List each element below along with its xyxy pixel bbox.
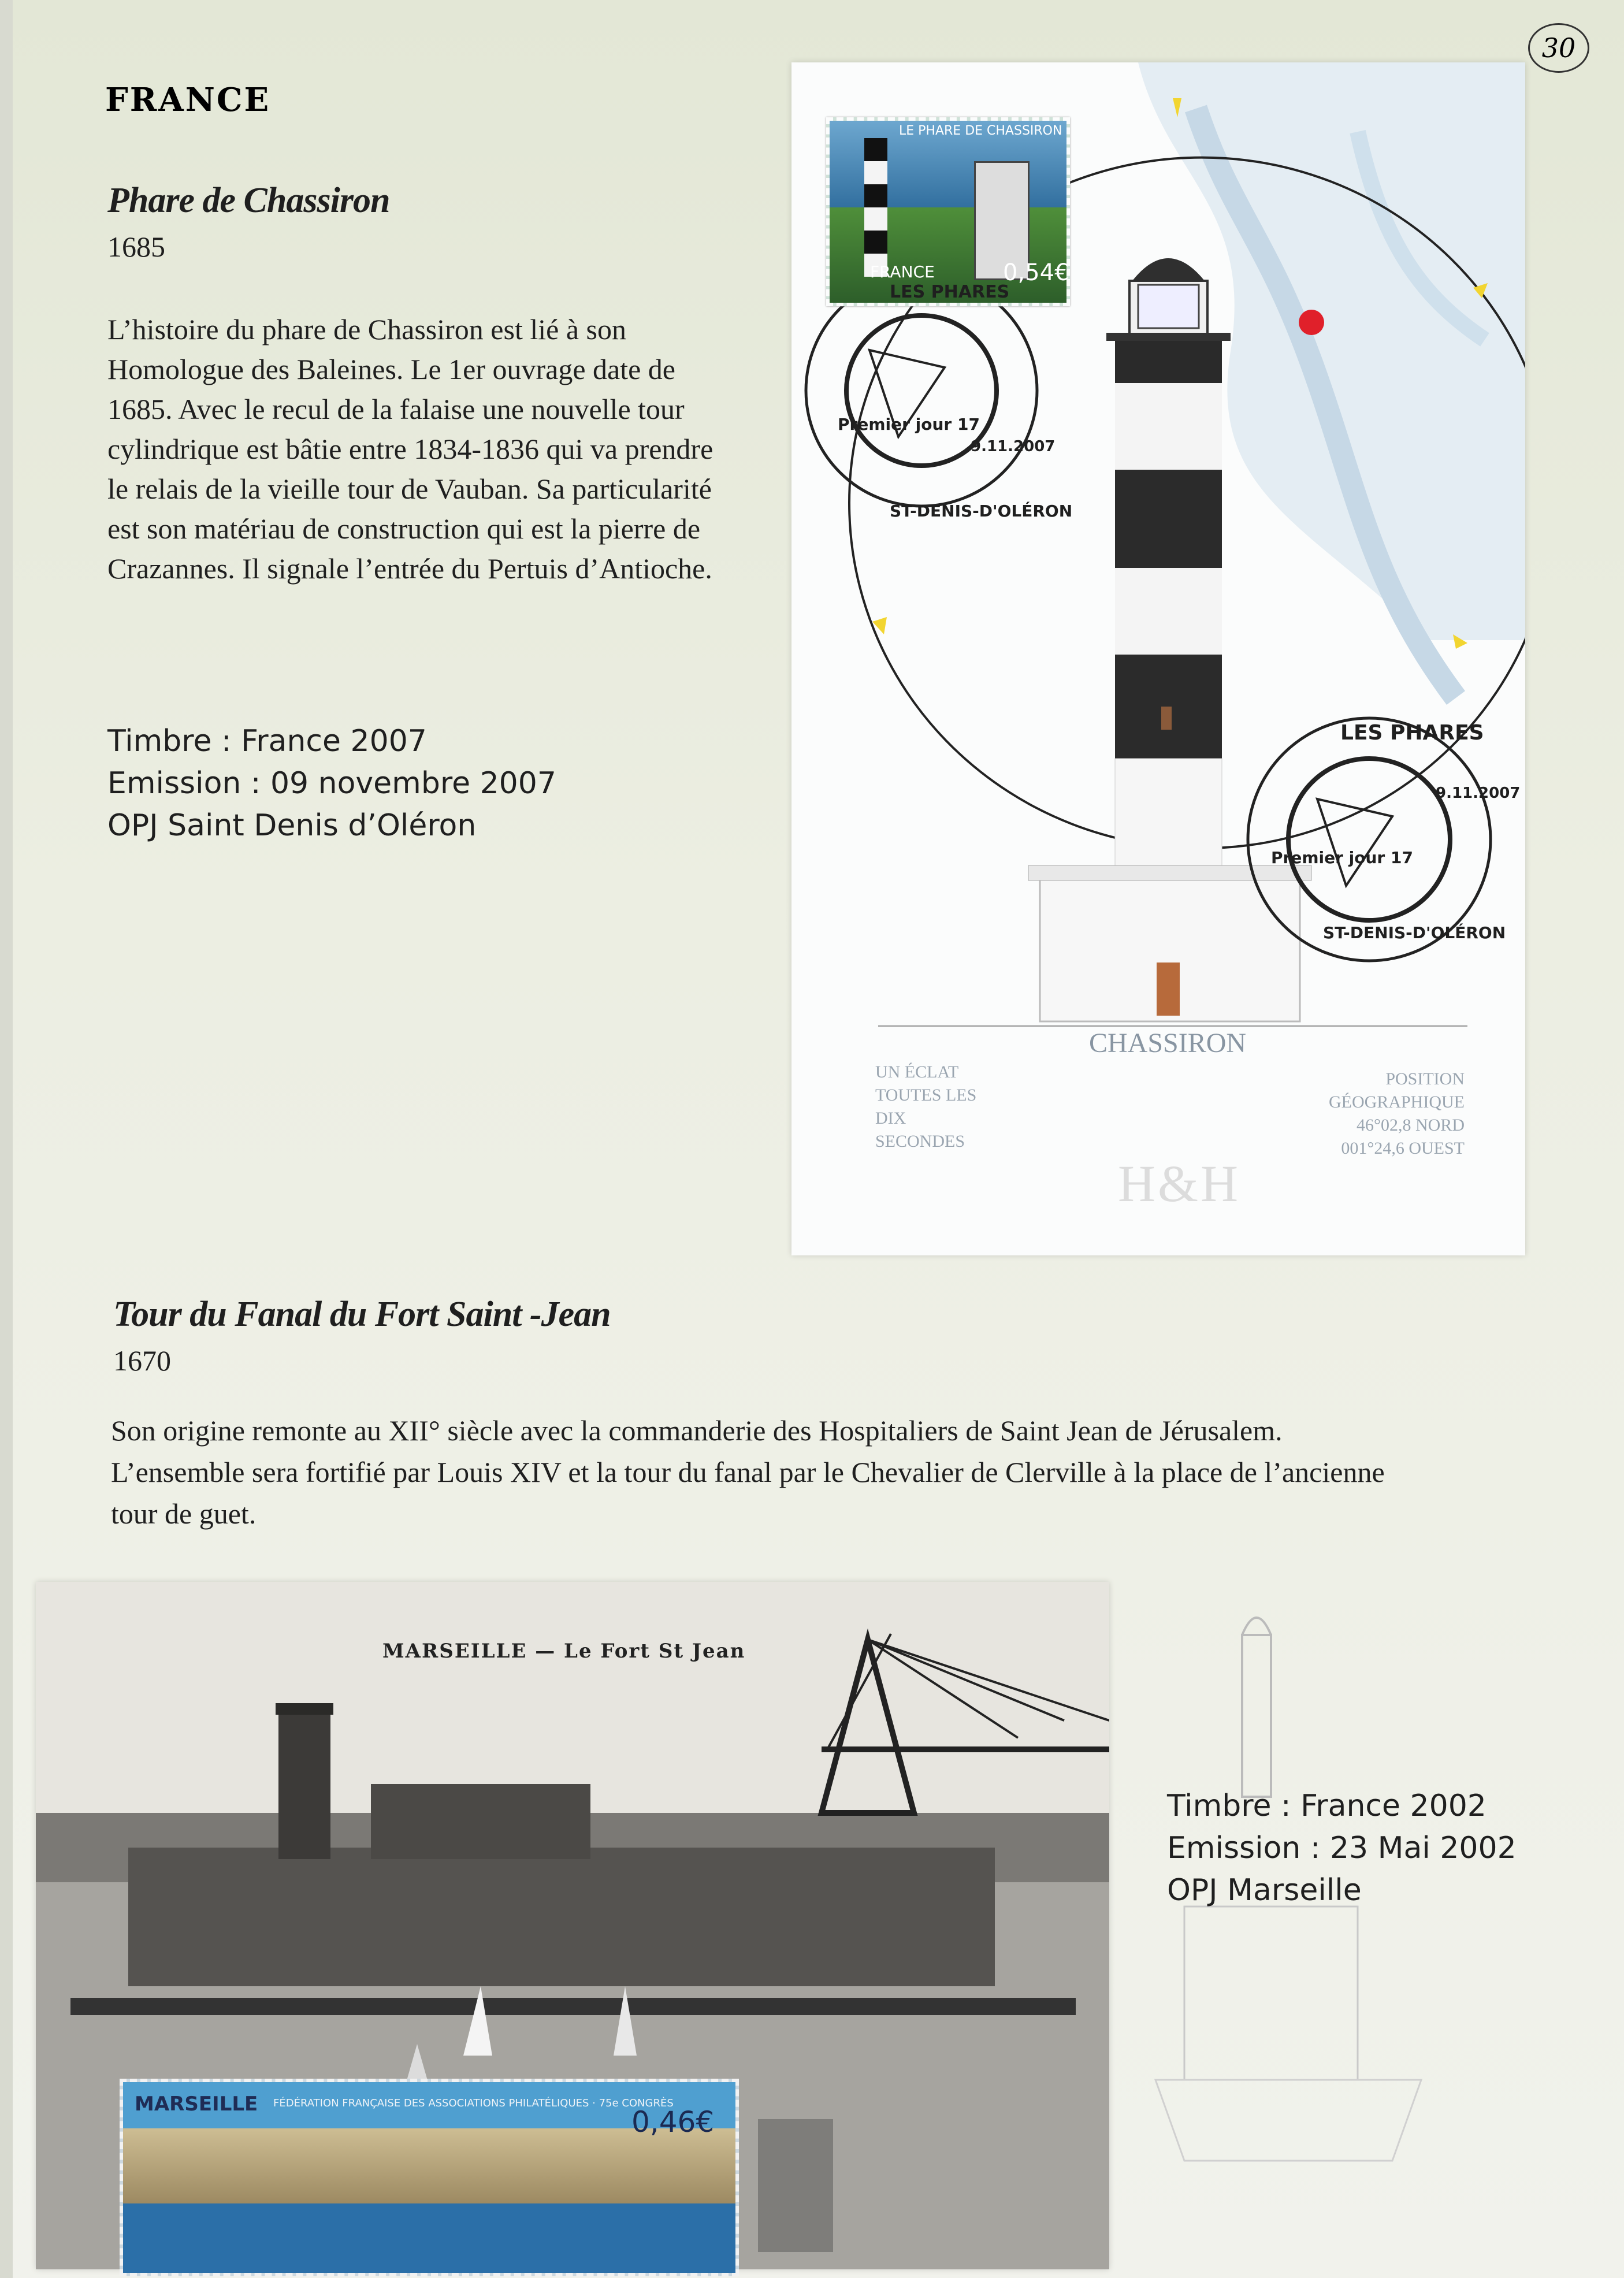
note-line: 001°24,6 OUEST xyxy=(1341,1139,1465,1158)
paragraph-line: L’histoire du phare de Chassiron est lié à son xyxy=(107,313,626,345)
lighthouse-name: CHASSIRON xyxy=(1089,1028,1247,1058)
stamp-value: 0,54€ xyxy=(1003,259,1069,286)
section1-title: Phare de Chassiron xyxy=(107,181,390,220)
marseille-postcard xyxy=(36,1582,1109,2269)
paragraph-line: L’ensemble sera fortifié par Louis XIV et la tour du fanal par le Chevalier de Clerville à la place de l’ancienne xyxy=(111,1456,1385,1488)
section2-paragraph xyxy=(111,1410,1532,1534)
paragraph-line: le relais de la vieille tour de Vauban. Sa particularité xyxy=(107,473,712,505)
position-note xyxy=(1329,1068,1465,1160)
country-heading: FRANCE xyxy=(105,81,271,119)
postmark1-date: 9.11.2007 xyxy=(971,438,1056,455)
stamp-city: MARSEILLE xyxy=(135,2093,258,2116)
stamp-value: 0,46€ xyxy=(631,2105,715,2139)
stamp-city-view xyxy=(123,2128,735,2203)
section2-stamp-info xyxy=(1167,1785,1517,1912)
note-line: TOUTES LES xyxy=(875,1086,977,1105)
page-number: 30 xyxy=(1528,23,1589,73)
postmark1-place: ST-DENIS-D'OLÉRON xyxy=(890,501,1073,521)
stamp-info-line: Emission : 09 novembre 2007 xyxy=(107,766,556,801)
stamp-info-line: Emission : 23 Mai 2002 xyxy=(1167,1831,1517,1865)
postmark1-title: LES PHARES xyxy=(890,282,1010,302)
stamp-title: LE PHARE DE CHASSIRON xyxy=(899,124,1062,138)
stamp-lighthouse xyxy=(864,138,887,277)
paragraph-line: tour de guet. xyxy=(111,1497,257,1530)
section2-title: Tour du Fanal du Fort Saint -Jean xyxy=(113,1295,611,1334)
section2-year: 1670 xyxy=(113,1344,171,1377)
paragraph-line: cylindrique est bâtie entre 1834-1836 qui va prendre xyxy=(107,433,713,465)
stamp-federation: FÉDÉRATION FRANÇAISE DES ASSOCIATIONS PHILATÉLIQUES · 75e CONGRÈS xyxy=(273,2097,674,2109)
paragraph-line: Son origine remonte au XII° siècle avec la commanderie des Hospitaliers de Saint Jean de Jérusalem. xyxy=(111,1414,1283,1447)
note-line: UN ÉCLAT xyxy=(875,1062,959,1082)
postmark1-side: Premier jour 17 xyxy=(838,415,980,434)
postcard-caption: MARSEILLE — Le Fort St Jean xyxy=(382,1640,746,1663)
marseille-stamp xyxy=(120,2079,739,2276)
postmark2-title: LES PHARES xyxy=(1340,721,1484,745)
stamp-info-line: Timbre : France 2007 xyxy=(107,724,427,759)
publisher-logo: H&H xyxy=(1118,1155,1240,1213)
section1-stamp-info xyxy=(107,720,556,847)
stamp-info-line: OPJ Saint Denis d’Oléron xyxy=(107,808,477,843)
paragraph-line: 1685. Avec le recul de la falaise une nouvelle tour xyxy=(107,393,685,425)
note-line: SECONDES xyxy=(875,1132,965,1151)
note-line: POSITION xyxy=(1385,1069,1465,1088)
stamp-country: FRANCE xyxy=(870,262,935,281)
section1-year: 1685 xyxy=(107,231,165,263)
note-line: 46°02,8 NORD xyxy=(1356,1116,1465,1135)
paragraph-line: est son matériau de construction qui est la pierre de xyxy=(107,512,701,545)
postmark2-place: ST-DENIS-D'OLÉRON xyxy=(1323,923,1506,942)
postmark2-date: 9.11.2007 xyxy=(1436,785,1521,802)
note-line: DIX xyxy=(875,1109,906,1128)
note-line: GÉOGRAPHIQUE xyxy=(1329,1092,1465,1112)
chassiron-stamp xyxy=(826,117,1070,306)
postmark2-side: Premier jour 17 xyxy=(1271,848,1413,867)
stamp-sea xyxy=(123,2203,735,2273)
stamp-info-line: Timbre : France 2002 xyxy=(1167,1789,1487,1823)
stamp-info-line: OPJ Marseille xyxy=(1167,1873,1362,1908)
flash-note xyxy=(875,1061,976,1153)
paragraph-line: Homologue des Baleines. Le 1er ouvrage date de xyxy=(107,353,675,385)
section1-paragraph xyxy=(107,310,801,589)
chassiron-card xyxy=(791,62,1525,1255)
frame-edge xyxy=(0,0,13,2278)
paragraph-line: Crazannes. Il signale l’entrée du Pertuis d’Antioche. xyxy=(107,552,712,585)
